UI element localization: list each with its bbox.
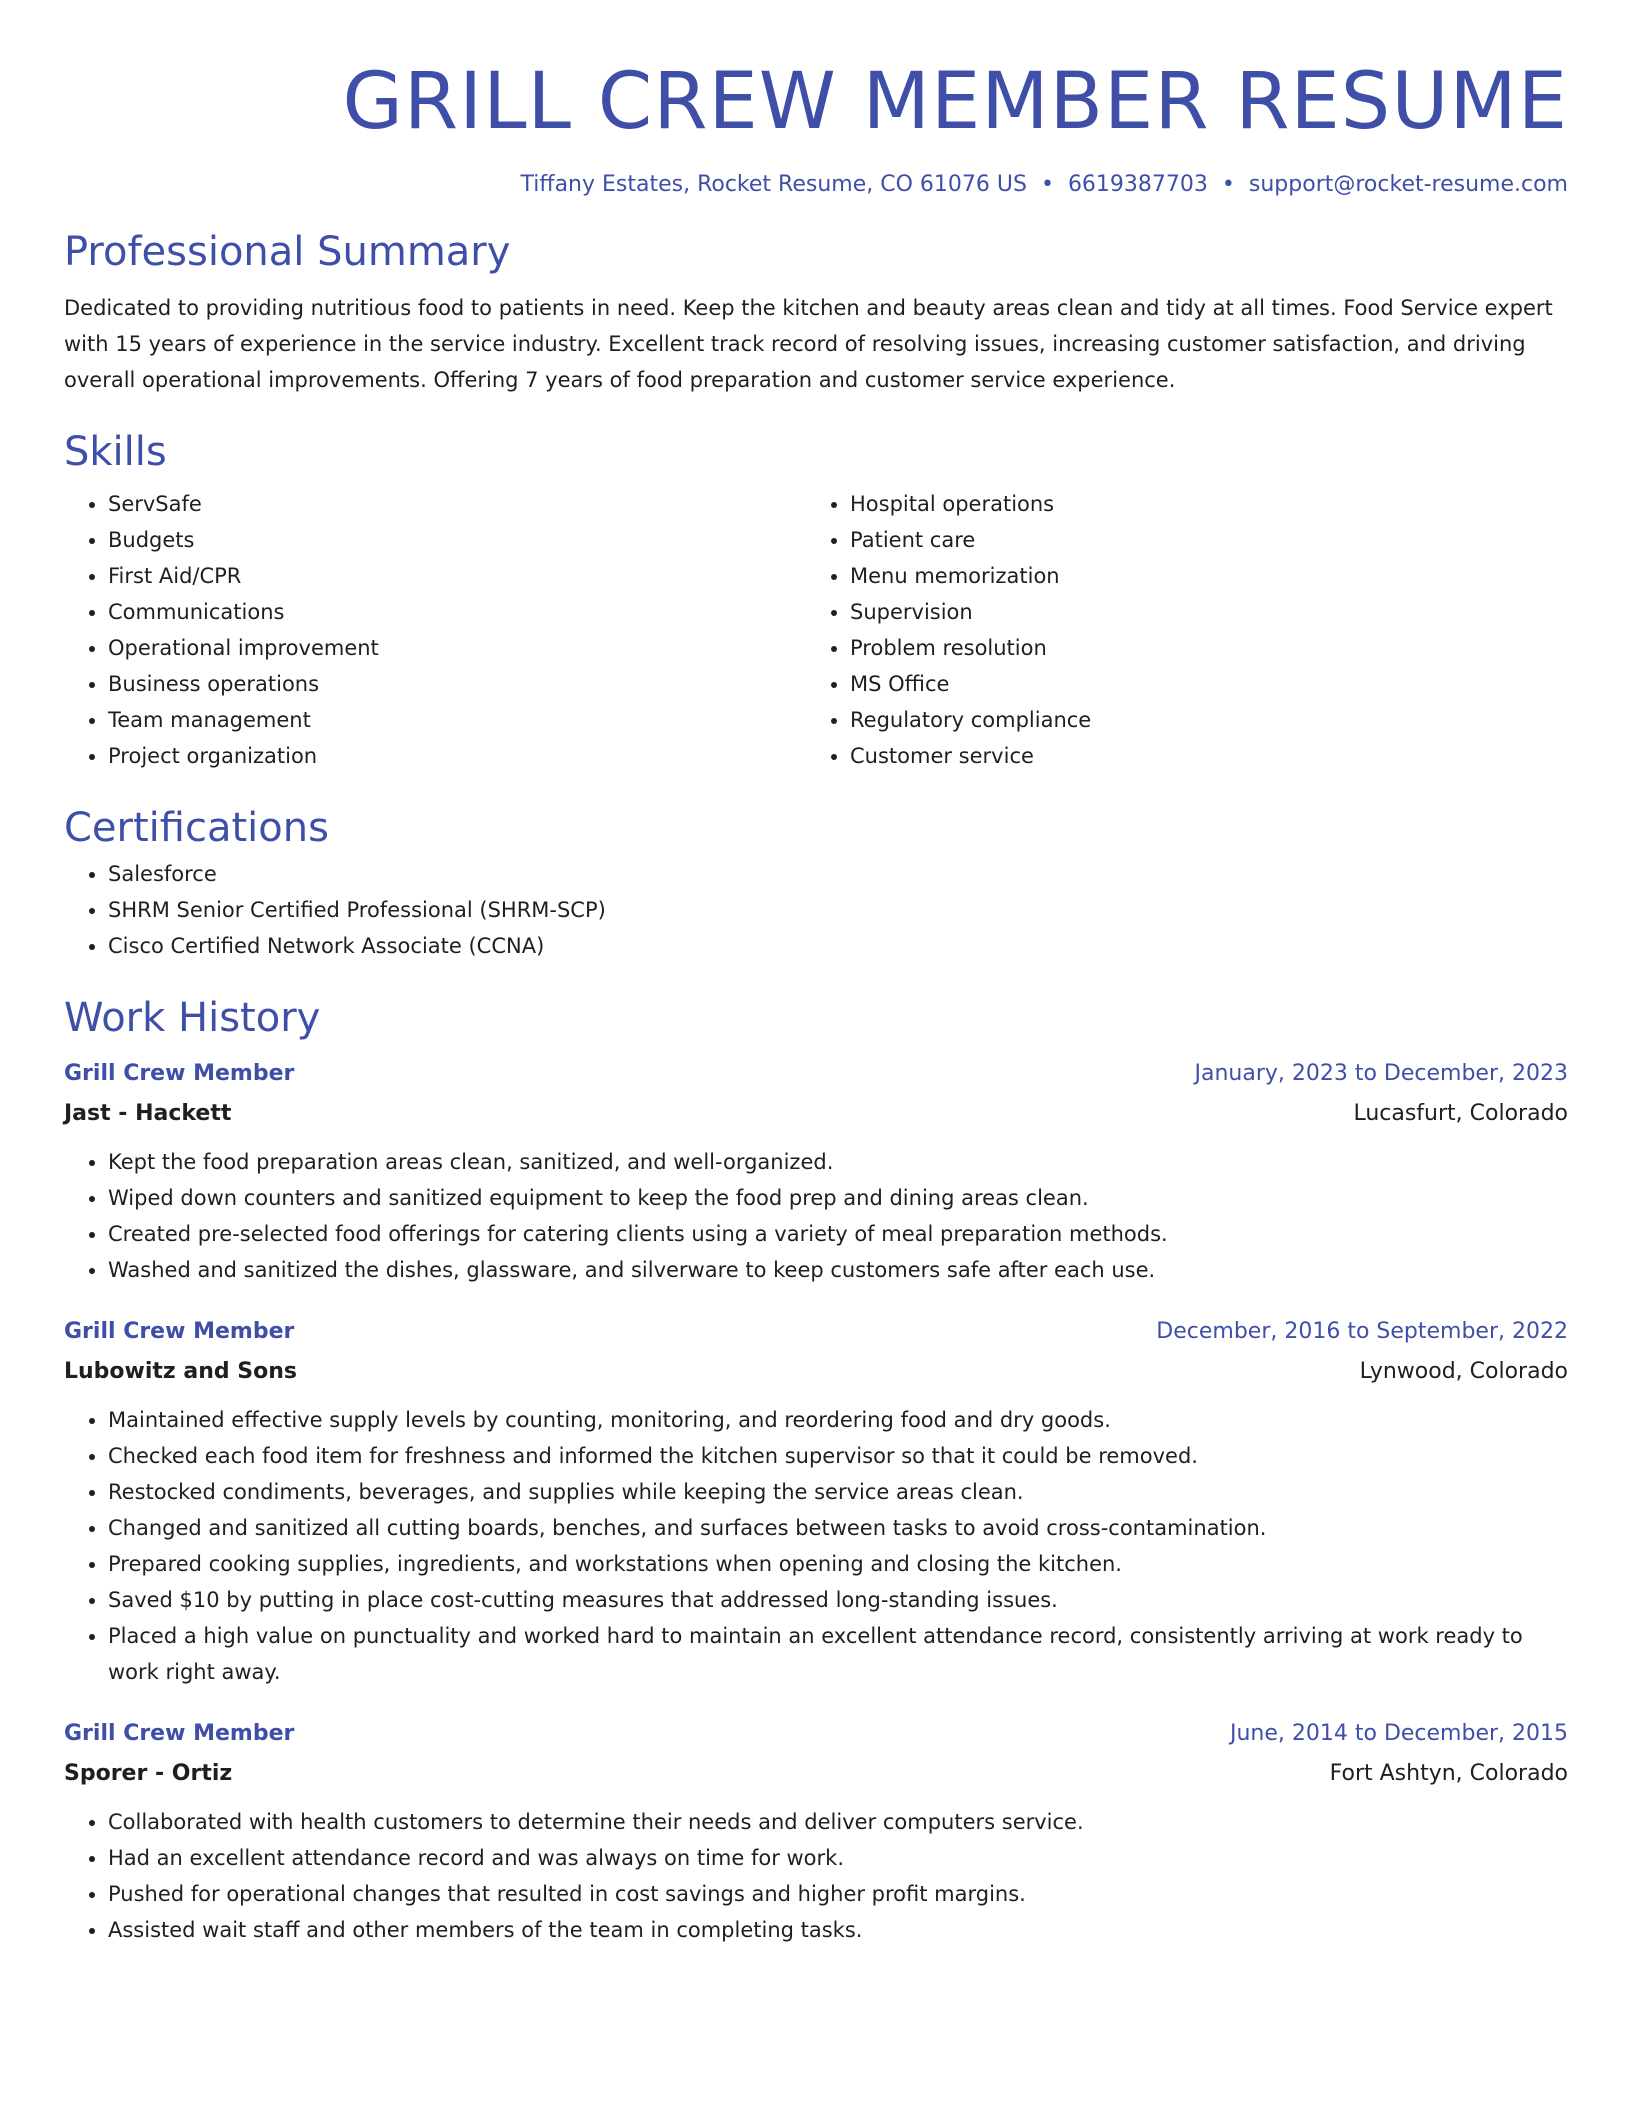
job-duty: • Had an excellent attendance record and was always on time for work.: [108, 1840, 1568, 1876]
job-role: Grill Crew Member: [64, 1319, 295, 1344]
job-duty: • Changed and sanitized all cutting boards, benches, and surfaces between tasks to avoid cross-contamination.: [108, 1510, 1568, 1546]
job-duty: • Created pre-selected food offerings for catering clients using a variety of meal preparation methods.: [108, 1216, 1568, 1252]
job-entry: [64, 1054, 1568, 1288]
job-company-row: [64, 1352, 1568, 1392]
job-duty: • Washed and sanitized the dishes, glassware, and silverware to keep customers safe after each use.: [108, 1252, 1568, 1288]
contact-email: support@rocket-resume.com: [1248, 172, 1568, 197]
job-location: Lucasfurt, Colorado: [1353, 1101, 1568, 1126]
certifications-list: [64, 856, 1568, 964]
skill-item: • Project organization: [108, 738, 806, 774]
summary-text: Dedicated to providing nutritious food to patients in need. Keep the kitchen and beauty areas clean and tidy at all times. Food Service expert with 15 years of experience in the service industry. Excellent track record of resolving issues, increasing customer satisfaction, and driving overall operational improvements. Offering 7 years of food preparation and customer service experience.: [64, 296, 1553, 392]
certification-item: • SHRM Senior Certified Professional (SHRM-SCP): [108, 892, 1568, 928]
job-company-row: [64, 1754, 1568, 1794]
skill-item: • ServSafe: [108, 486, 806, 522]
skills-column-left: [64, 486, 806, 774]
job-header-row: [64, 1054, 1568, 1094]
skill-item: • Regulatory compliance: [850, 702, 1548, 738]
skill-item: • Team management: [108, 702, 806, 738]
skill-item: • MS Office: [850, 666, 1548, 702]
skills-column-right: [806, 486, 1548, 774]
job-location: Fort Ashtyn, Colorado: [1329, 1761, 1568, 1786]
job-company: Lubowitz and Sons: [64, 1359, 298, 1384]
job-duties: [64, 1144, 1568, 1288]
job-duties: [64, 1804, 1568, 1948]
job-dates: June, 2014 to December, 2015: [1229, 1721, 1568, 1746]
job-duty: • Prepared cooking supplies, ingredients, and workstations when opening and closing the kitchen.: [108, 1546, 1568, 1582]
skill-item: • Customer service: [850, 738, 1548, 774]
skill-item: • Hospital operations: [850, 486, 1548, 522]
job-entry: [64, 1714, 1568, 1948]
skill-item: • Supervision: [850, 594, 1548, 630]
skills-heading: Skills: [64, 429, 167, 475]
job-duties: [64, 1402, 1568, 1690]
job-duty: • Checked each food item for freshness and informed the kitchen supervisor so that it could be removed.: [108, 1438, 1568, 1474]
contact-separator: •: [1221, 172, 1235, 197]
contact-address: Tiffany Estates, Rocket Resume, CO 61076 US: [520, 172, 1027, 197]
contact-line: [64, 170, 1568, 200]
job-duty: • Assisted wait staff and other members of the team in completing tasks.: [108, 1912, 1568, 1948]
skill-item: • First Aid/CPR: [108, 558, 806, 594]
job-company-row: [64, 1094, 1568, 1134]
job-role: Grill Crew Member: [64, 1721, 295, 1746]
contact-separator: •: [1040, 172, 1054, 197]
certification-item: • Cisco Certified Network Associate (CCNA): [108, 928, 1568, 964]
job-dates: December, 2016 to September, 2022: [1156, 1319, 1568, 1344]
job-location: Lynwood, Colorado: [1359, 1359, 1568, 1384]
skills-list-right: [806, 486, 1548, 774]
job-duty: • Wiped down counters and sanitized equipment to keep the food prep and dining areas clean.: [108, 1180, 1568, 1216]
skill-item: • Budgets: [108, 522, 806, 558]
job-header-row: [64, 1312, 1568, 1352]
skill-item: • Communications: [108, 594, 806, 630]
job-duty: • Saved $10 by putting in place cost-cutting measures that addressed long-standing issues.: [108, 1582, 1568, 1618]
contact-phone: 6619387703: [1067, 172, 1208, 197]
skill-item: • Problem resolution: [850, 630, 1548, 666]
job-entry: [64, 1312, 1568, 1690]
job-duty: • Collaborated with health customers to determine their needs and deliver computers service.: [108, 1804, 1568, 1840]
certifications-heading: Certifications: [64, 805, 329, 851]
skill-item: • Business operations: [108, 666, 806, 702]
job-role: Grill Crew Member: [64, 1061, 295, 1086]
job-duty: • Restocked condiments, beverages, and supplies while keeping the service areas clean.: [108, 1474, 1568, 1510]
job-duty: • Kept the food preparation areas clean, sanitized, and well-organized.: [108, 1144, 1568, 1180]
work-history-heading: Work History: [64, 995, 321, 1041]
summary-heading: Professional Summary: [64, 229, 511, 275]
job-dates: January, 2023 to December, 2023: [1194, 1061, 1568, 1086]
skills-grid: [64, 486, 1568, 774]
job-company: Jast - Hackett: [64, 1101, 232, 1126]
resume-title: GRILL CREW MEMBER RESUME: [342, 57, 1568, 147]
skill-item: • Patient care: [850, 522, 1548, 558]
skill-item: • Menu memorization: [850, 558, 1548, 594]
job-header-row: [64, 1714, 1568, 1754]
skills-list-left: [64, 486, 806, 774]
job-company: Sporer - Ortiz: [64, 1761, 233, 1786]
job-duty: • Maintained effective supply levels by counting, monitoring, and reordering food and dry goods.: [108, 1402, 1568, 1438]
certification-item: • Salesforce: [108, 856, 1568, 892]
job-duty: • Placed a high value on punctuality and worked hard to maintain an excellent attendance record, consistently arriving at work ready to work right away.: [108, 1618, 1568, 1690]
job-duty: • Pushed for operational changes that resulted in cost savings and higher profit margins.: [108, 1876, 1568, 1912]
skill-item: • Operational improvement: [108, 630, 806, 666]
